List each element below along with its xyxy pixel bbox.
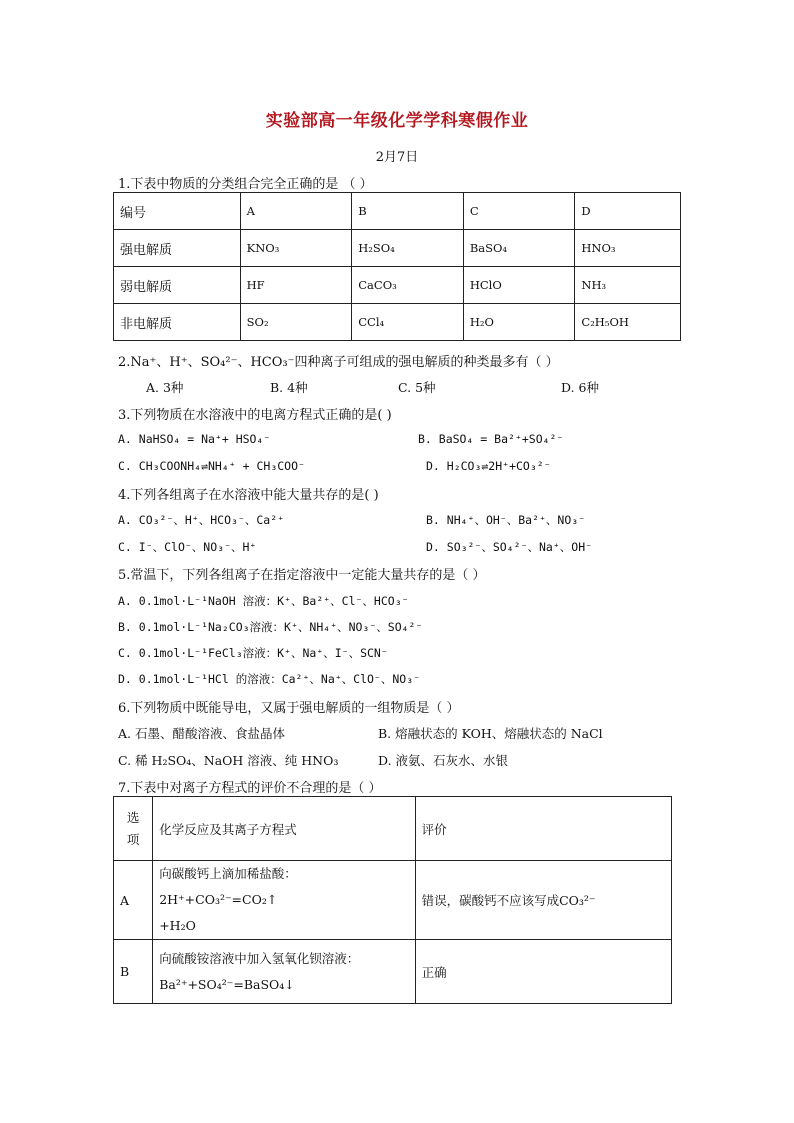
table-cell: C xyxy=(463,193,575,230)
table-cell: 化学反应及其离子方程式 xyxy=(153,797,415,861)
table-cell xyxy=(153,940,415,1004)
option-a: A. CO₃²⁻、H⁺、HCO₃⁻、Ca²⁺ xyxy=(118,513,285,527)
table-cell: SO₂ xyxy=(240,304,352,341)
table-cell: CaCO₃ xyxy=(352,267,464,304)
option-b: B. BaSO₄ = Ba²⁺+SO₄²⁻ xyxy=(418,432,564,446)
date: 2月7日 xyxy=(375,150,419,165)
option-c: C. 5种 xyxy=(398,380,436,395)
option-b: B. NH₄⁺、OH⁻、Ba²⁺、NO₃⁻ xyxy=(426,513,586,527)
evaluation-table xyxy=(113,796,672,1004)
question-1: 1.下表中物质的分类组合完全正确的是 （ ） xyxy=(118,177,373,192)
table-row xyxy=(114,304,681,341)
option-c: C. CH₃COONH₄⇌NH₄⁺ + CH₃COO⁻ xyxy=(118,459,305,473)
table-row xyxy=(114,193,681,230)
reaction-a-line-1: 向碳酸钙上滴加稀盐酸：2H⁺+CO₃²⁻=CO₂↑ xyxy=(159,866,297,907)
option-d: D. 液氨、石灰水、水银 xyxy=(378,753,509,768)
table-cell: 编号 xyxy=(114,193,241,230)
reaction-b-line-1: 向硫酸铵溶液中加入氢氧化钡溶液： xyxy=(159,950,360,966)
table-cell: D xyxy=(575,193,681,230)
table-row xyxy=(114,861,672,940)
table-row xyxy=(114,797,672,861)
table-row xyxy=(114,230,681,267)
option-b: B. 熔融状态的 KOH、熔融状态的 NaCl xyxy=(378,726,603,741)
header-option-2: 项 xyxy=(126,831,140,847)
option-d: D. H₂CO₃⇌2H⁺+CO₃²⁻ xyxy=(426,459,551,473)
table-cell: B xyxy=(352,193,464,230)
option-b: B. 4种 xyxy=(270,380,308,395)
table-cell xyxy=(153,861,415,940)
table-cell: B xyxy=(114,940,153,1004)
option-a: A. 3种 xyxy=(146,380,184,395)
table-cell: 正确 xyxy=(415,940,671,1004)
question-7: 7.下表中对离子方程式的评价不合理的是（ ） xyxy=(118,781,382,796)
option-a: A. NaHSO₄ = Na⁺+ HSO₄⁻ xyxy=(118,432,271,446)
reaction-b-line-2: Ba²⁺+SO₄²⁻=BaSO₄↓ xyxy=(159,976,295,992)
question-6: 6.下列物质中既能导电，又属于强电解质的一组物质是（ ） xyxy=(118,701,460,716)
table-cell: A xyxy=(114,861,153,940)
option-a: A. 石墨、醋酸溶液、食盐晶体 xyxy=(118,726,285,741)
option-d: D. 6种 xyxy=(561,380,599,395)
classification-table xyxy=(113,192,681,341)
question-4: 4.下列各组离子在水溶液中能大量共存的是( ) xyxy=(118,488,379,503)
header-option-1: 选 xyxy=(126,809,140,825)
reaction-a-line-2: +H₂O xyxy=(159,918,196,933)
option-d: D. 0.1mol·L⁻¹HCl 的溶液：Ca²⁺、Na⁺、ClO⁻、NO₃⁻ xyxy=(118,672,421,686)
table-cell: 弱电解质 xyxy=(114,267,241,304)
table-cell: H₂O xyxy=(463,304,575,341)
table-cell xyxy=(114,797,153,861)
table-row xyxy=(114,267,681,304)
table-cell: A xyxy=(240,193,352,230)
table-cell: 错误，碳酸钙不应该写成CO₃²⁻ xyxy=(415,861,671,940)
page-title: 实验部高一年级化学学科寒假作业 xyxy=(265,111,529,131)
question-2: 2.Na⁺、H⁺、SO₄²⁻、HCO₃⁻四种离子可组成的强电解质的种类最多有（ ） xyxy=(118,355,559,370)
question-3: 3.下列物质在水溶液中的电离方程式正确的是( ) xyxy=(118,408,392,423)
option-b: B. 0.1mol·L⁻¹Na₂CO₃溶液：K⁺、NH₄⁺、NO₃⁻、SO₄²⁻ xyxy=(118,620,423,634)
table-cell: 强电解质 xyxy=(114,230,241,267)
table-cell: HClO xyxy=(463,267,575,304)
table-cell: 评价 xyxy=(415,797,671,861)
table-cell: NH₃ xyxy=(575,267,681,304)
table-cell: KNO₃ xyxy=(240,230,352,267)
table-row xyxy=(114,940,672,1004)
option-c: C. 0.1mol·L⁻¹FeCl₃溶液：K⁺、Na⁺、I⁻、SCN⁻ xyxy=(118,646,388,660)
table-cell: HNO₃ xyxy=(575,230,681,267)
table-cell: HF xyxy=(240,267,352,304)
table-cell: CCl₄ xyxy=(352,304,464,341)
option-c: C. 稀 H₂SO₄、NaOH 溶液、纯 HNO₃ xyxy=(118,753,339,768)
table-cell: H₂SO₄ xyxy=(352,230,464,267)
option-d: D. SO₃²⁻、SO₄²⁻、Na⁺、OH⁻ xyxy=(426,540,593,554)
table-cell: C₂H₅OH xyxy=(575,304,681,341)
question-5: 5.常温下，下列各组离子在指定溶液中一定能大量共存的是（ ） xyxy=(118,568,486,583)
table-cell: 非电解质 xyxy=(114,304,241,341)
option-a: A. 0.1mol·L⁻¹NaOH 溶液：K⁺、Ba²⁺、Cl⁻、HCO₃⁻ xyxy=(118,594,409,608)
table-cell: BaSO₄ xyxy=(463,230,575,267)
option-c: C. I⁻、ClO⁻、NO₃⁻、H⁺ xyxy=(118,540,257,554)
